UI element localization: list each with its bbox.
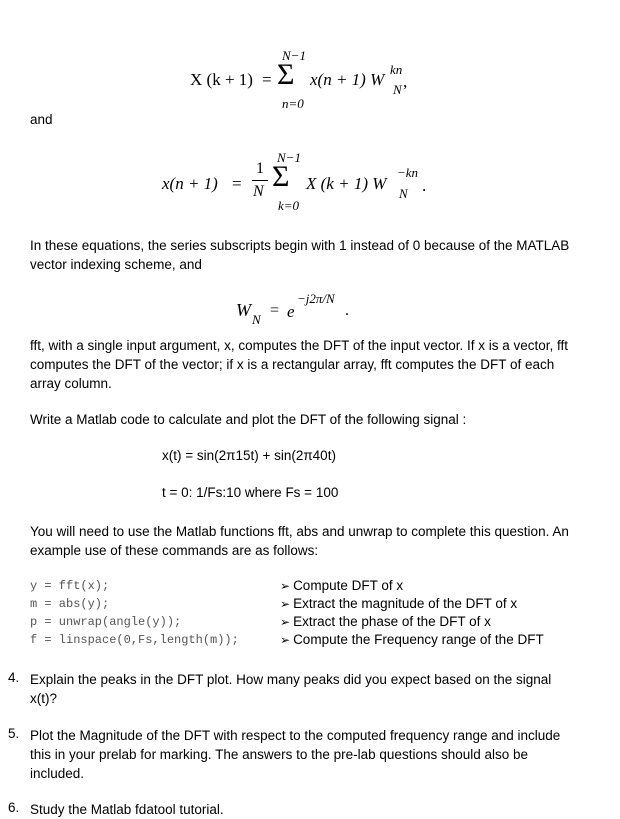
eq3-trail: . bbox=[345, 302, 349, 319]
eq2-frac-den: N bbox=[253, 183, 264, 200]
eq3-base: e bbox=[287, 302, 295, 321]
item-text: Plot the Magnitude of the DFT with respect to the computed frequency range and include this in your prelab for marking. The answers to the pre-lab questions should also be included. bbox=[30, 728, 561, 781]
code-text: p = unwrap(angle(y)); bbox=[30, 615, 182, 629]
arrow-bullet-icon: ➢ bbox=[280, 633, 291, 647]
eq1-equals: = bbox=[262, 70, 272, 89]
eq2-equals: = bbox=[232, 174, 242, 193]
code-text: m = abs(y); bbox=[30, 597, 110, 611]
signal-equation: x(t) = sin(2π15t) + sin(2π40t) bbox=[162, 448, 336, 463]
eq2-fraction-bar bbox=[252, 180, 268, 181]
eq1-trail: , bbox=[403, 72, 408, 91]
code-text: f = linspace(0,Fs,length(m)); bbox=[30, 633, 239, 647]
eq1-lhs: X (k + 1) bbox=[190, 70, 253, 89]
time-equation: t = 0: 1/Fs:10 where Fs = 100 bbox=[162, 485, 339, 500]
paragraph-write-code: Write a Matlab code to calculate and plot the DFT of the following signal : bbox=[30, 412, 467, 427]
eq3-sup: −j2π/N bbox=[297, 291, 335, 306]
item-number: 6. bbox=[8, 800, 20, 815]
code-comment: ➢ Extract the phase of the DFT of x bbox=[280, 614, 491, 629]
eq3-lhs: W bbox=[236, 300, 251, 320]
code-comment: ➢ Compute DFT of x bbox=[280, 578, 404, 593]
eq1-sub: N bbox=[393, 82, 402, 97]
item-text: Study the Matlab fdatool tutorial. bbox=[30, 802, 224, 817]
eq2-term: X (k + 1) W bbox=[306, 174, 387, 193]
eq1-sup: kn bbox=[390, 62, 403, 77]
arrow-bullet-icon: ➢ bbox=[280, 597, 291, 611]
eq2-sum-lower: k=0 bbox=[278, 198, 300, 213]
eq3-equals: = bbox=[270, 302, 280, 319]
paragraph-functions: You will need to use the Matlab functions fft, abs and unwrap to complete this question. An example use of these commands are as follows: bbox=[30, 524, 569, 558]
eq2-trail: . bbox=[422, 176, 427, 195]
arrow-bullet-icon: ➢ bbox=[280, 579, 291, 593]
and-text: and bbox=[30, 112, 53, 127]
item-text: Explain the peaks in the DFT plot. How many peaks did you expect based on the signal x(t)? bbox=[30, 672, 552, 706]
eq1-sigma: Σ bbox=[277, 58, 295, 91]
eq2-sigma: Σ bbox=[272, 160, 290, 193]
eq1-term: x(n + 1) W bbox=[310, 70, 385, 89]
code-text: y = fft(x); bbox=[30, 579, 110, 593]
code-comment: ➢ Compute the Frequency range of the DFT bbox=[280, 632, 544, 647]
eq3-sub: N bbox=[252, 312, 261, 327]
eq2-lhs: x(n + 1) bbox=[162, 174, 218, 193]
item-number: 4. bbox=[8, 670, 20, 685]
eq2-sup: −kn bbox=[397, 165, 419, 180]
eq1-sum-lower: n=0 bbox=[282, 96, 304, 111]
item-number: 5. bbox=[8, 726, 20, 741]
paragraph-subscripts: In these equations, the series subscripts begin with 1 instead of 0 because of the MATLAB vector indexing scheme, and bbox=[30, 238, 570, 272]
paragraph-fft: fft, with a single input argument, x, computes the DFT of the input vector. If x is a vector, fft computes the DFT of the vector; if x is a rectangular array, fft computes the DFT of each array column. bbox=[30, 338, 569, 391]
eq2-sub: N bbox=[399, 186, 408, 201]
eq1-sum-upper: N−1 bbox=[282, 48, 306, 63]
arrow-bullet-icon: ➢ bbox=[280, 615, 291, 629]
code-comment: ➢ Extract the magnitude of the DFT of x bbox=[280, 596, 518, 611]
eq2-frac-num: 1 bbox=[256, 160, 264, 177]
eq2-sum-upper: N−1 bbox=[277, 150, 301, 165]
